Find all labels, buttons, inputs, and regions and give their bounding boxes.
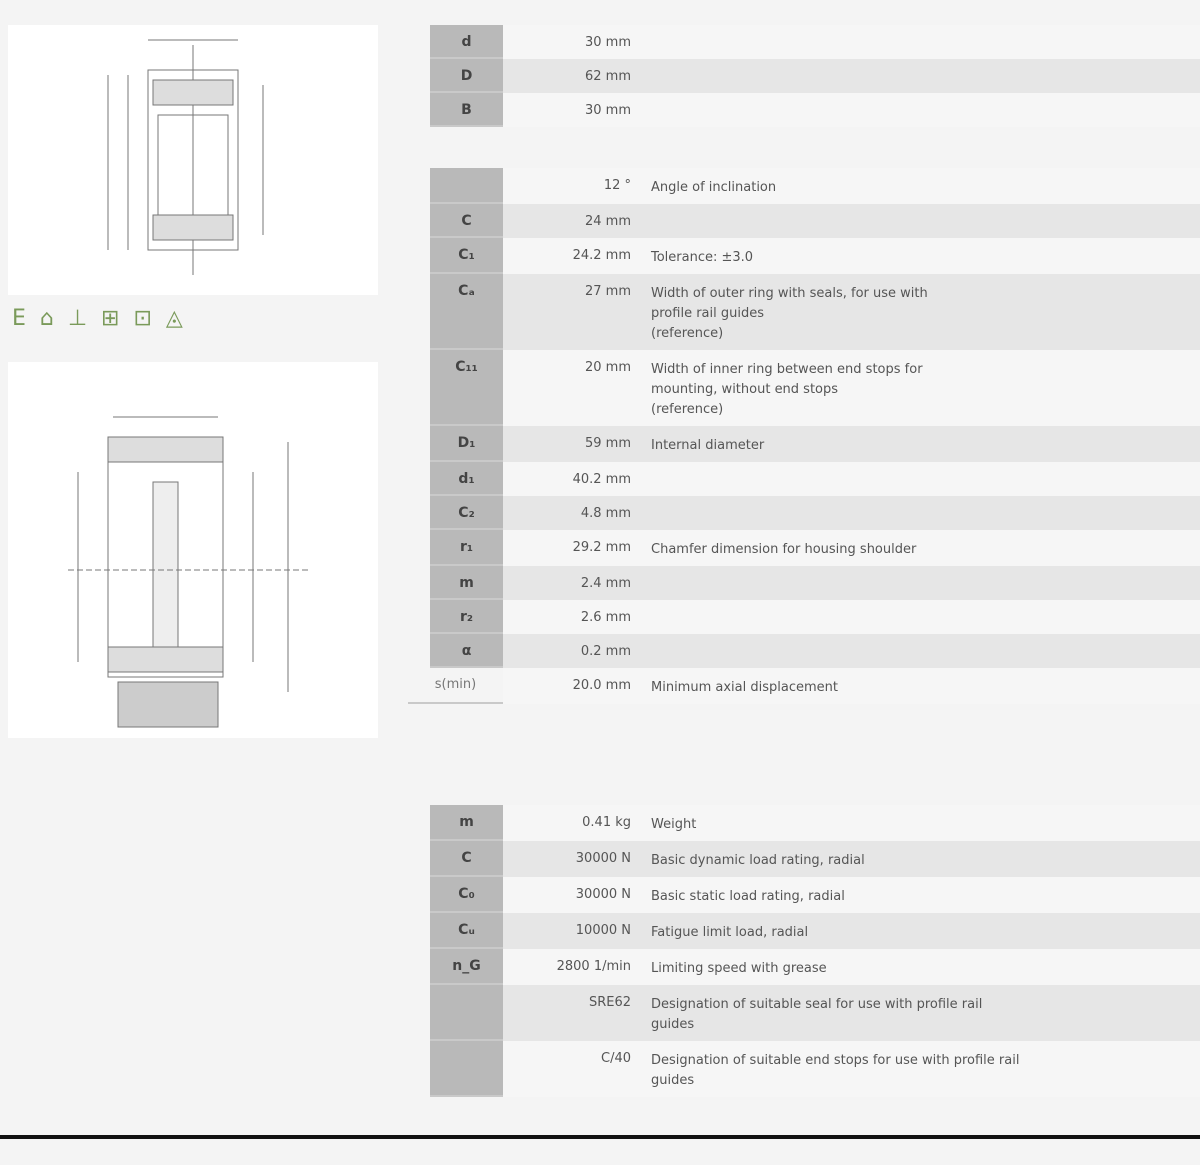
description-line: Fatigue limit load, radial xyxy=(651,925,809,940)
parameter-value: 10000 N xyxy=(503,913,651,949)
description-line: Basic static load rating, radial xyxy=(651,889,845,904)
parameter-description xyxy=(651,462,1200,496)
symbol-icon: ⊞ xyxy=(101,306,120,331)
table-row xyxy=(430,530,1200,566)
parameter-symbol: C₁ xyxy=(430,238,503,274)
description-line: Angle of inclination xyxy=(651,180,777,195)
symbol-icon: ◬ xyxy=(165,306,183,331)
parameter-description xyxy=(651,841,1200,877)
parameter-value: 2800 1/min xyxy=(503,949,651,985)
parameter-symbol: s(min) xyxy=(408,668,503,704)
parameter-description xyxy=(651,530,1200,566)
parameter-symbol: d₁ xyxy=(430,462,503,496)
parameter-description xyxy=(651,668,1200,704)
parameter-symbol: C₀ xyxy=(430,877,503,913)
parameter-value: 12 ° xyxy=(503,168,651,204)
table-row xyxy=(430,668,1200,704)
parameter-value: 20 mm xyxy=(503,350,651,426)
bearing-cross-section-drawing xyxy=(8,25,378,295)
description-line: Chamfer dimension for housing shoulder xyxy=(651,542,917,557)
description-line: mounting, without end stops xyxy=(651,382,839,397)
description-line: Limiting speed with grease xyxy=(651,961,827,976)
parameter-value: 0.2 mm xyxy=(503,634,651,668)
description-line: Designation of suitable end stops for use with profile rail xyxy=(651,1053,1020,1068)
description-line: (reference) xyxy=(651,402,724,417)
parameter-value: 24 mm xyxy=(503,204,651,238)
parameter-description xyxy=(651,634,1200,668)
parameter-value: 2.6 mm xyxy=(503,600,651,634)
parameter-value: SRE62 xyxy=(503,985,651,1041)
symbol-icon: ⊥ xyxy=(67,306,88,331)
parameter-value: 30000 N xyxy=(503,841,651,877)
parameter-symbol: α xyxy=(430,634,503,668)
table-row xyxy=(430,634,1200,668)
parameter-symbol: C xyxy=(430,204,503,238)
description-line: Basic dynamic load rating, radial xyxy=(651,853,865,868)
parameter-symbol xyxy=(430,1041,503,1097)
symbol-icon-row xyxy=(12,306,183,331)
parameter-symbol xyxy=(430,168,503,204)
symbol-icon: ⌂ xyxy=(39,306,54,331)
parameter-description xyxy=(651,238,1200,274)
table-row xyxy=(430,204,1200,238)
table-row xyxy=(430,805,1200,841)
description-line: Minimum axial displacement xyxy=(651,680,838,695)
parameter-description xyxy=(651,426,1200,462)
parameter-description xyxy=(651,496,1200,530)
parameter-description xyxy=(651,350,1200,426)
mounting-dimensions-table xyxy=(430,168,1200,704)
parameter-value: 4.8 mm xyxy=(503,496,651,530)
parameter-symbol: r₂ xyxy=(430,600,503,634)
parameter-value: C/40 xyxy=(503,1041,651,1097)
description-line: Width of inner ring between end stops for xyxy=(651,362,923,377)
parameter-description xyxy=(651,600,1200,634)
parameter-symbol: r₁ xyxy=(430,530,503,566)
parameter-description xyxy=(651,1041,1200,1097)
table-row xyxy=(430,426,1200,462)
table-row xyxy=(430,274,1200,350)
parameter-symbol: C xyxy=(430,841,503,877)
parameter-value: 62 mm xyxy=(503,59,651,93)
table-row xyxy=(430,59,1200,93)
table-row xyxy=(430,350,1200,426)
description-line: Width of outer ring with seals, for use with xyxy=(651,286,928,301)
bearing-side-view-drawing xyxy=(8,362,378,738)
parameter-value: 20.0 mm xyxy=(503,668,651,704)
description-line: Designation of suitable seal for use with profile rail xyxy=(651,997,983,1012)
parameter-symbol: C₁₁ xyxy=(430,350,503,426)
table-row xyxy=(430,1041,1200,1097)
parameter-symbol: Cₐ xyxy=(430,274,503,350)
parameter-value: 30000 N xyxy=(503,877,651,913)
parameter-symbol: Cᵤ xyxy=(430,913,503,949)
symbol-icon: ⊡ xyxy=(133,306,152,331)
table-row xyxy=(430,168,1200,204)
parameter-value: 59 mm xyxy=(503,426,651,462)
description-line: guides xyxy=(651,1073,695,1088)
divider xyxy=(0,1135,1200,1139)
parameter-description xyxy=(651,805,1200,841)
parameter-value: 0.41 kg xyxy=(503,805,651,841)
description-line: Weight xyxy=(651,817,697,832)
parameter-description xyxy=(651,168,1200,204)
parameter-description xyxy=(651,985,1200,1041)
parameter-value: 24.2 mm xyxy=(503,238,651,274)
parameter-value: 30 mm xyxy=(503,93,651,127)
description-line: (reference) xyxy=(651,326,724,341)
table-row xyxy=(430,985,1200,1041)
table-row xyxy=(430,93,1200,127)
parameter-description xyxy=(651,877,1200,913)
parameter-value: 30 mm xyxy=(503,25,651,59)
description-line: Tolerance: ±3.0 xyxy=(651,250,754,265)
parameter-value: 27 mm xyxy=(503,274,651,350)
table-row xyxy=(430,877,1200,913)
description-line: guides xyxy=(651,1017,695,1032)
parameter-symbol: D₁ xyxy=(430,426,503,462)
parameter-symbol xyxy=(430,985,503,1041)
table-row xyxy=(430,496,1200,530)
table-row xyxy=(430,25,1200,59)
parameter-symbol: B xyxy=(430,93,503,127)
parameter-description xyxy=(651,274,1200,350)
parameter-symbol: m xyxy=(430,566,503,600)
parameter-description xyxy=(651,566,1200,600)
parameter-symbol: n_G xyxy=(430,949,503,985)
parameter-description xyxy=(651,204,1200,238)
description-line: profile rail guides xyxy=(651,306,764,321)
table-row xyxy=(430,841,1200,877)
table-row xyxy=(430,566,1200,600)
parameter-description xyxy=(651,93,1200,127)
table-row xyxy=(430,600,1200,634)
description-line: Internal diameter xyxy=(651,438,765,453)
parameter-symbol: m xyxy=(430,805,503,841)
table-row xyxy=(430,462,1200,496)
parameter-symbol: d xyxy=(430,25,503,59)
symbol-icon: E xyxy=(12,306,26,331)
parameter-description xyxy=(651,913,1200,949)
parameter-description xyxy=(651,25,1200,59)
parameter-description xyxy=(651,59,1200,93)
table-row xyxy=(430,949,1200,985)
parameter-value: 29.2 mm xyxy=(503,530,651,566)
load-ratings-table xyxy=(430,805,1200,1097)
dimensions-table xyxy=(430,25,1200,127)
parameter-symbol: D xyxy=(430,59,503,93)
parameter-value: 2.4 mm xyxy=(503,566,651,600)
parameter-description xyxy=(651,949,1200,985)
parameter-value: 40.2 mm xyxy=(503,462,651,496)
table-row xyxy=(430,238,1200,274)
parameter-symbol: C₂ xyxy=(430,496,503,530)
table-row xyxy=(430,913,1200,949)
